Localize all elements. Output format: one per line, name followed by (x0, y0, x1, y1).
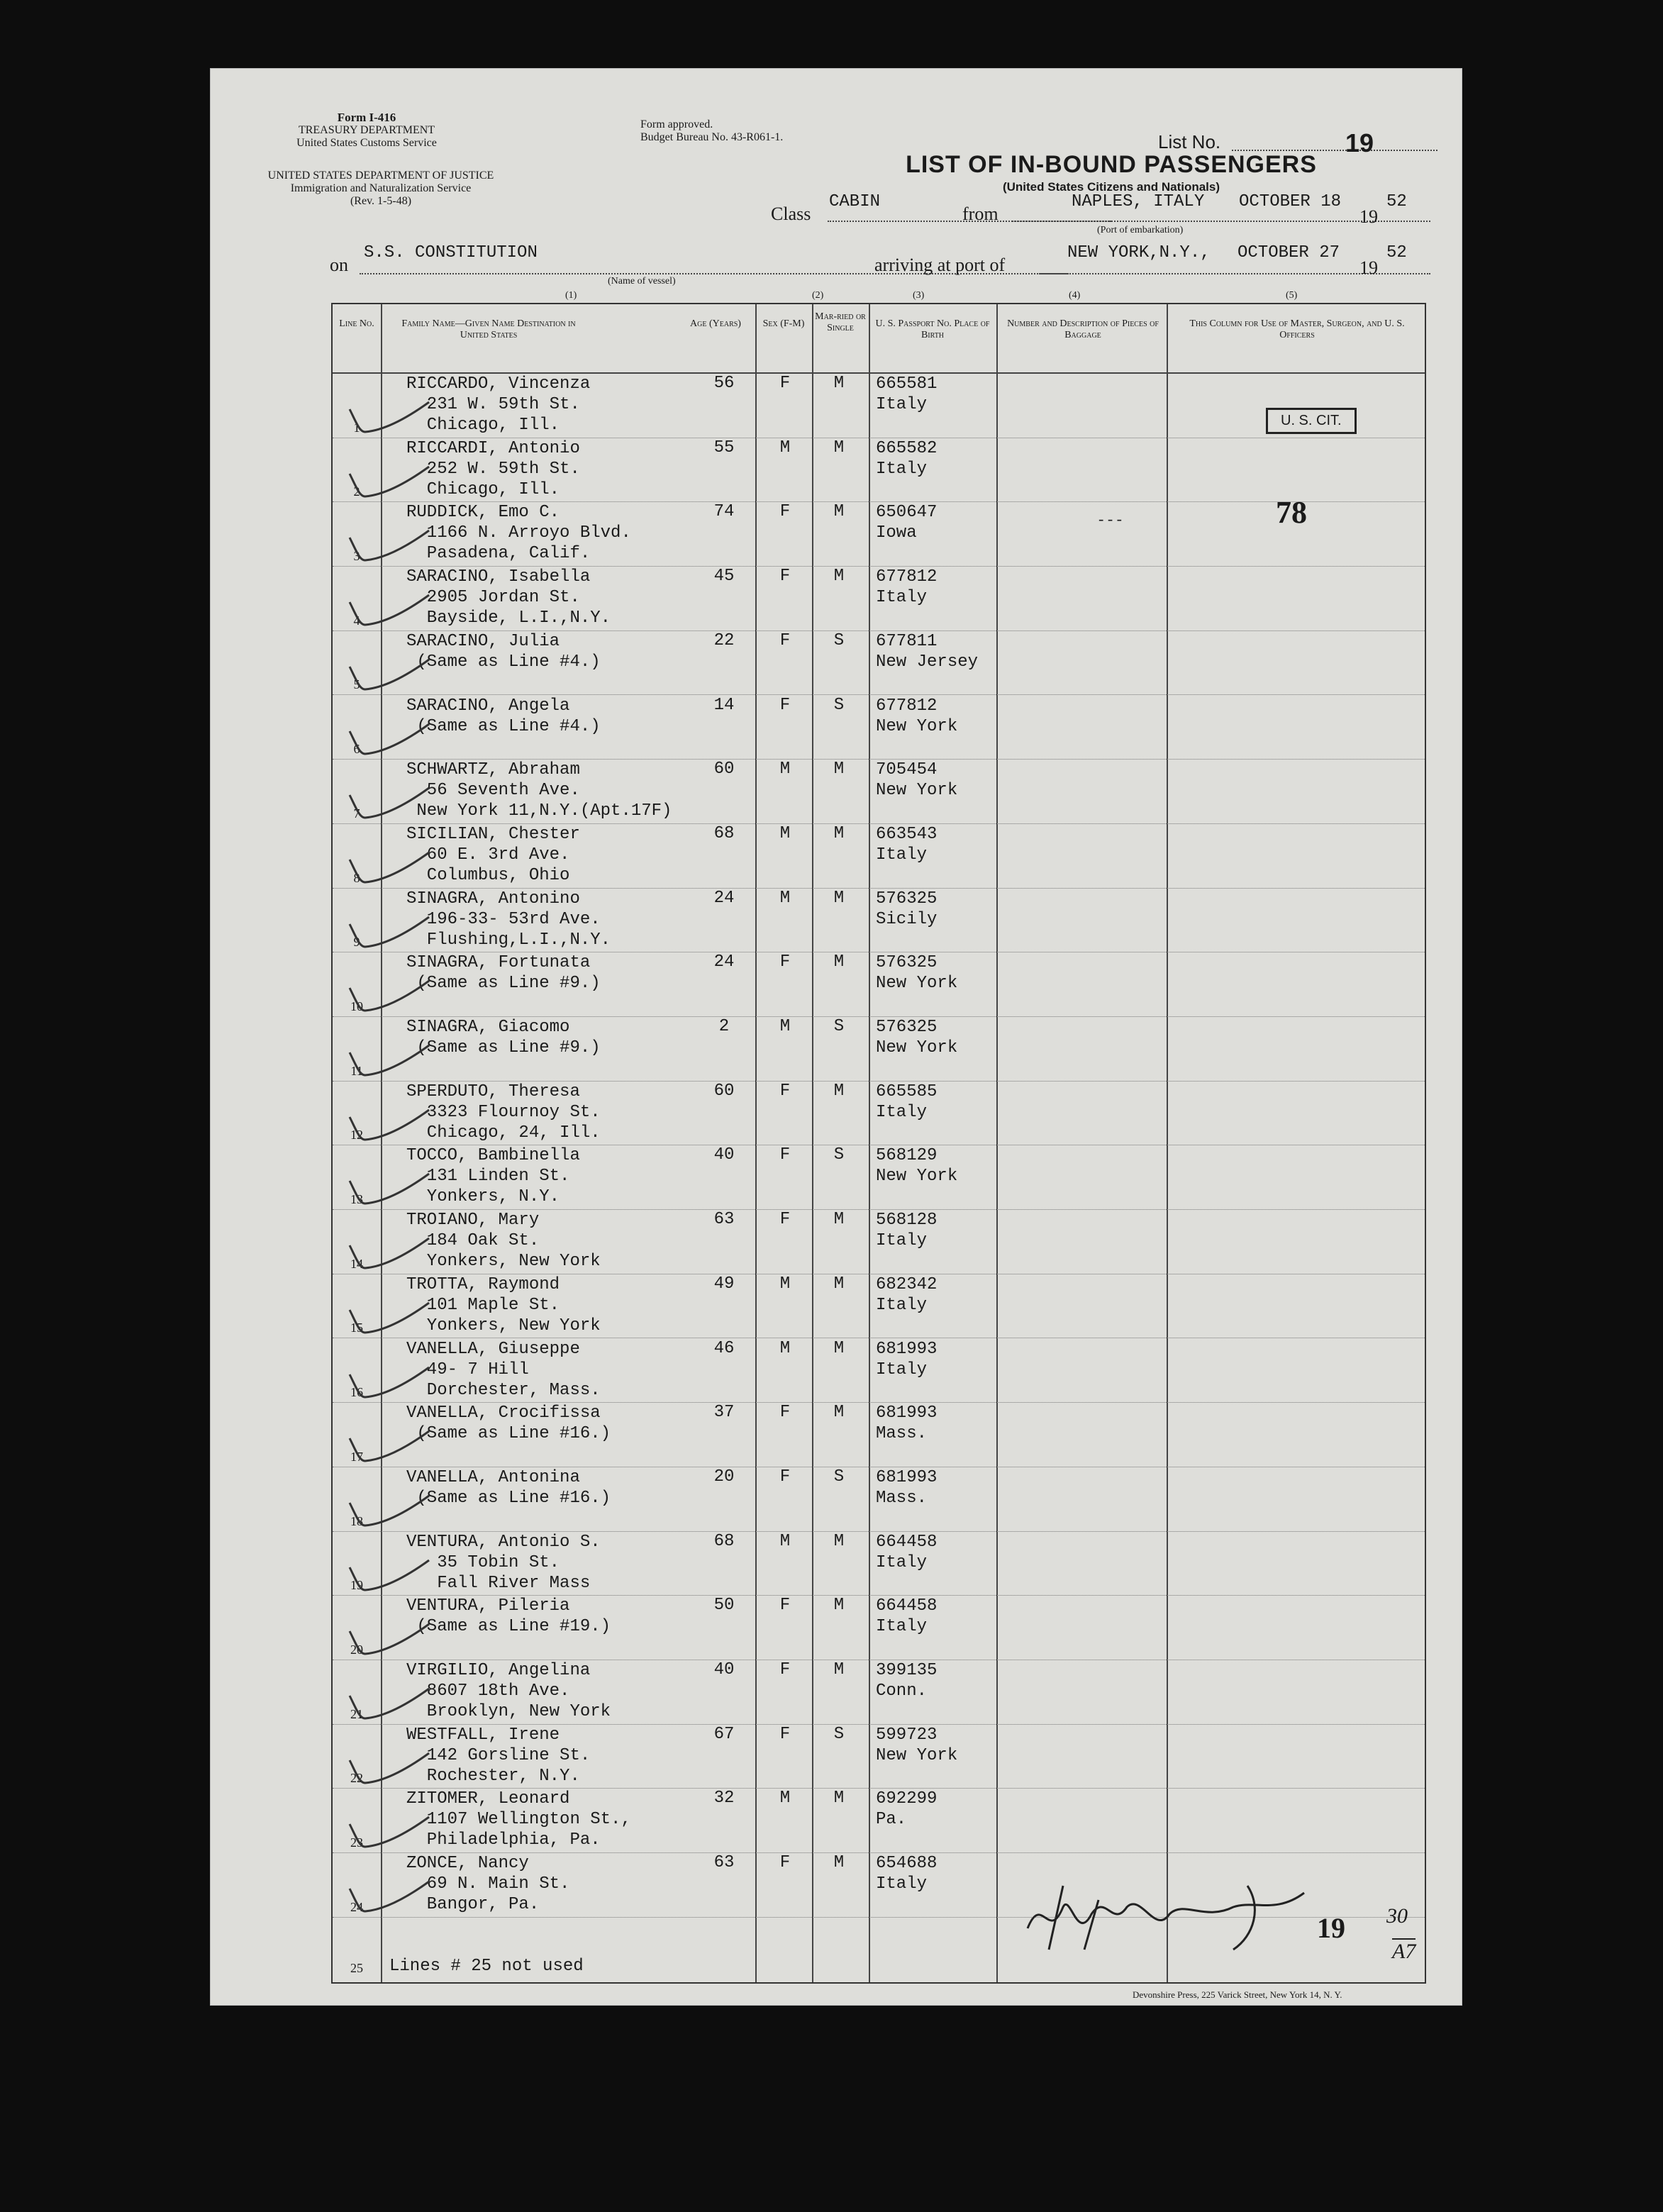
passenger-age: 24 (713, 952, 735, 972)
passport-birthplace: 568129 New York (876, 1146, 958, 1186)
col-number-1: (1) (565, 290, 577, 301)
handwritten-30: 30 (1386, 1904, 1408, 1928)
passport-birthplace: 664458 Italy (876, 1532, 938, 1572)
header-name: Family Name—Given Name Destination in United States (401, 318, 576, 340)
passenger-sex: F (779, 1596, 791, 1616)
table-row (333, 1210, 1425, 1274)
passenger-sex: M (779, 760, 791, 779)
table-row (333, 1467, 1425, 1532)
table-row (333, 760, 1425, 824)
header-baggage: Number and Description of Pieces of Baggage (1007, 318, 1159, 340)
table-row (333, 1596, 1425, 1660)
arrival-date: OCTOBER 27 (1237, 243, 1340, 262)
depart-year-prefix: 19 (1359, 206, 1378, 227)
passenger-name: RICCARDI, Antonio 252 W. 59th St. Chicago, Ill. (406, 438, 580, 499)
line-number: 15 (350, 1321, 363, 1335)
doj-name: UNITED STATES DEPARTMENT OF JUSTICE (267, 169, 494, 182)
passenger-name: WESTFALL, Irene 142 Gorsline St. Rochester, N.Y. (406, 1725, 591, 1786)
header-age: Age (Years) (690, 318, 741, 329)
approval-note (640, 118, 783, 144)
line-number: 25 (350, 1961, 363, 1975)
check-mark-icon (347, 1553, 432, 1596)
passenger-age: 68 (713, 1531, 735, 1551)
line-number: 3 (353, 549, 360, 564)
passenger-age: 55 (713, 438, 735, 457)
passenger-sex: F (779, 567, 791, 587)
form-approved: Form approved. (640, 118, 713, 130)
from-label: from (962, 204, 999, 224)
line-number: 4 (353, 613, 360, 628)
table-row (333, 1532, 1425, 1596)
check-mark-icon (347, 1296, 432, 1338)
marital-status: S (833, 1467, 845, 1486)
table-row (333, 1789, 1425, 1853)
passenger-age: 46 (713, 1338, 735, 1358)
check-mark-icon (347, 523, 432, 566)
passport-birthplace: 677812 Italy (876, 567, 938, 608)
passenger-name: SPERDUTO, Theresa 3323 Flournoy St. Chicago, 24, Ill. (406, 1082, 601, 1143)
passenger-age: 50 (713, 1596, 735, 1616)
passenger-name: VANELLA, Crocifissa (Same as Line #16.) (406, 1404, 611, 1444)
arrival-port: NEW YORK,N.Y., (1067, 243, 1211, 262)
marital-status: S (833, 630, 845, 650)
line-number: 23 (350, 1835, 363, 1850)
marital-status: M (833, 760, 845, 779)
passenger-name: SINAGRA, Antonino 196-33- 53rd Ave. Flushing,L.I.,N.Y. (406, 889, 611, 950)
line-number: 19 (350, 1578, 363, 1593)
passenger-name: SINAGRA, Giacomo (Same as Line #9.) (406, 1018, 601, 1057)
marital-status: M (833, 1081, 845, 1101)
passenger-name: TROIANO, Mary 184 Oak St. Yonkers, New York (406, 1211, 601, 1272)
passenger-age: 49 (713, 1274, 735, 1294)
check-mark-icon (347, 1167, 432, 1209)
marital-status: M (833, 1210, 845, 1230)
class-label: Class (771, 204, 811, 224)
col-number-3: (3) (913, 290, 925, 301)
passenger-sex: F (779, 695, 791, 715)
passenger-name: VENTURA, Pileria (Same as Line #19.) (406, 1596, 611, 1637)
passport-birthplace: 599723 New York (876, 1725, 958, 1765)
table-row (333, 1082, 1425, 1146)
line-number: 1 (353, 420, 360, 435)
passport-birthplace: 650647 Iowa (876, 503, 938, 543)
passenger-age: 74 (713, 502, 735, 522)
check-mark-icon (347, 1231, 432, 1274)
check-mark-icon (347, 1360, 432, 1403)
arrival-year-prefix: 19 (1359, 257, 1378, 278)
passenger-age: 56 (713, 374, 735, 393)
line-number: 16 (350, 1385, 363, 1400)
passenger-name: SARACINO, Julia (Same as Line #4.) (406, 631, 601, 672)
passport-birthplace: 681993 Mass. (876, 1467, 938, 1508)
passenger-sex: F (779, 374, 791, 393)
table-row (333, 889, 1425, 953)
table-row (333, 1403, 1425, 1467)
manifest-page (210, 68, 1462, 2006)
passenger-name: SCHWARTZ, Abraham 56 Seventh Ave. New York 11,N.Y.(Apt.17F) (406, 760, 672, 821)
passenger-table: Line No. Family Name—Given Name Destination in United States Age (Years) Sex (F-M) Mar-ried or Single U. S. Passport No. Place of Birth Number and Description of Pieces of Baggage This Column for Use of Master, Surgeon, and U. S. Officers 1 RICCARDO, Vincenza 231 W. 59th St. Chicago, Ill. 56 F M 665581 Italy 2 RICCARDI, Antonio 252 W. 59th St. Chicago, Ill. 55 M M 665582 Italy 3 RUDDICK, Emo C. 1166 N. Arroyo Blvd. Pasadena, Calif. 74 F M 650647 Iowa 4 SARACINO, Isabella 2905 Jordan St. Bayside, L.I.,N.Y. 45 F M 677812 Italy 5 SARACINO, Julia (Same as Line #4.) 22 F S 677811 New Jersey 6 SARACINO, Angela (Same as Line #4.) 14 F S 677812 New York 7 SCHWARTZ, Abraham 56 Seventh Ave. New York 11,N.Y.(Apt.17F) 60 M M 705454 New York 8 SICILIAN, Chester 60 E. 3rd Ave. Columbus, Ohio 68 M M 663543 Italy 9 SINAGRA, Antonino 196-33- 53rd Ave. Flushing,L.I.,N.Y. 24 M M 576325 Sicily 10 SINAGRA, Fortunata (Same as Line #9.) 24 F M 576325 New York 11 SINAGRA, Giacomo (Same as Line #9.) 2 M S 576325 New York 12 SPERDUTO, Theresa 3323 Flournoy St. Chicago, 24, Ill. 60 F M 665585 Italy 13 TOCCO, Bambinella 131 Linden St. Yonkers, N.Y. 40 F S 568129 New York 14 TROIANO, Mary 184 Oak St. Yonkers, New York 63 F M 568128 Italy 15 TROTTA, Raymond 101 Maple St. Yonkers, New York 49 M M 682342 Italy 16 VANELLA, Giuseppe 49- 7 Hill Dorchester, Mass. 46 M M 681993 Italy 17 VANELLA, Crocifissa (Same as Line #16.) 37 F M 681993 Mass. 18 VANELLA, Antonina (Same as Line #16.) 20 F S 681993 Mass. 19 VENTURA, Antonio S. 35 Tobin St. Fall River Mass 68 M M 664458 Italy 20 VENTURA, Pileria (Same as Line #19.) 50 F M 664458 Italy 21 VIRGILIO, Angelina 8607 18th Ave. Brooklyn, New York 40 F M 399135 Conn. 22 WESTFALL, Irene 142 Gorsline St. Rochester, N.Y. 67 F S 599723 New York 23 ZITOMER, Leonard 1107 Wellington St., Philadelphia, Pa. 32 M M 692299 Pa. 24 ZONCE, Nancy 69 N. Main St. Bangor, Pa. 63 F M 654688 Italy 25 Lines # 25 not used U. S. CIT. 78 - - - 19 30 A7 (331, 303, 1426, 1984)
marital-status: M (833, 502, 845, 522)
passenger-name: SARACINO, Isabella 2905 Jordan St. Bayside, L.I.,N.Y. (406, 567, 611, 628)
arriving-label: arriving at port of (874, 255, 1006, 275)
passenger-sex: M (779, 1531, 791, 1551)
col-number-5: (5) (1286, 290, 1298, 301)
depart-year: 52 (1386, 192, 1407, 211)
line-number: 10 (350, 999, 363, 1013)
handwritten-19: 19 (1317, 1912, 1345, 1944)
passport-birthplace: 576325 Sicily (876, 889, 938, 929)
line-number: 11 (350, 1063, 363, 1078)
document-title: LIST OF IN-BOUND PASSENGERS (906, 151, 1317, 178)
passenger-sex: F (779, 1210, 791, 1230)
passenger-sex: F (779, 630, 791, 650)
form-number: Form I-416 (337, 111, 396, 124)
passenger-age: 37 (713, 1403, 735, 1423)
table-row (333, 1145, 1425, 1210)
passenger-name: TROTTA, Raymond 101 Maple St. Yonkers, New York (406, 1274, 601, 1335)
passport-birthplace: 568128 Italy (876, 1211, 938, 1251)
check-mark-icon (347, 910, 432, 952)
passport-birthplace: 664458 Italy (876, 1596, 938, 1637)
passenger-name: VANELLA, Giuseppe 49- 7 Hill Dorchester, Mass. (406, 1339, 601, 1400)
check-mark-icon (347, 1424, 432, 1467)
table-row (333, 374, 1425, 438)
passport-birthplace: 576325 New York (876, 1018, 958, 1057)
passenger-name: RICCARDO, Vincenza 231 W. 59th St. Chicago, Ill. (406, 374, 591, 435)
marital-status: M (833, 1531, 845, 1551)
treasury-dept: TREASURY DEPARTMENT (298, 124, 435, 136)
header-passport: U. S. Passport No. Place of Birth (875, 318, 990, 340)
line-number: 22 (350, 1771, 363, 1786)
passport-birthplace: 654688 Italy (876, 1854, 938, 1894)
footer-note: Lines # 25 not used (389, 1957, 584, 1976)
check-mark-icon (347, 588, 432, 630)
passenger-name: RUDDICK, Emo C. 1166 N. Arroyo Blvd. Pasadena, Calif. (406, 503, 631, 564)
handwritten-a7: A7 (1392, 1940, 1416, 1963)
marital-status: S (833, 1017, 845, 1036)
header-line-no: Line No. (339, 318, 374, 329)
passenger-age: 45 (713, 567, 735, 587)
check-mark-icon (347, 395, 432, 438)
check-mark-icon (347, 1489, 432, 1531)
marital-status: M (833, 1789, 845, 1808)
budget-bureau: Budget Bureau No. 43-R061-1. (640, 131, 784, 143)
table-row (333, 1017, 1425, 1082)
check-mark-icon (347, 460, 432, 502)
citizen-stamp: U. S. CIT. (1266, 408, 1357, 434)
line-number: 20 (350, 1642, 363, 1657)
on-label: on (330, 255, 348, 275)
passenger-sex: M (779, 1274, 791, 1294)
passenger-age: 14 (713, 695, 735, 715)
marital-status: M (833, 1660, 845, 1679)
passenger-age: 2 (718, 1017, 730, 1036)
line-number: 21 (350, 1706, 363, 1721)
line-number: 24 (350, 1899, 363, 1914)
passenger-sex: M (779, 823, 791, 843)
arrival-year: 52 (1386, 243, 1407, 262)
revision: (Rev. 1-5-48) (350, 195, 412, 207)
passenger-sex: F (779, 1403, 791, 1423)
table-row (333, 438, 1425, 503)
vessel-note: (Name of vessel) (608, 276, 676, 287)
check-mark-icon (347, 1103, 432, 1145)
check-mark-icon (347, 1682, 432, 1724)
header-sex: Sex (F-M) (762, 318, 805, 329)
passenger-name: SARACINO, Angela (Same as Line #4.) (406, 696, 601, 736)
passenger-age: 67 (713, 1724, 735, 1744)
header-officers: This Column for Use of Master, Surgeon, and U. S. Officers (1189, 318, 1405, 340)
passenger-age: 63 (713, 1853, 735, 1873)
check-mark-icon (347, 974, 432, 1016)
table-row (333, 1274, 1425, 1339)
passenger-age: 60 (713, 1081, 735, 1101)
printer-imprint: Devonshire Press, 225 Varick Street, New York 14, N. Y. (1133, 1989, 1342, 2000)
form-header (211, 111, 523, 150)
line-number: 17 (350, 1449, 363, 1464)
marital-status: M (833, 567, 845, 587)
marital-status: M (833, 1853, 845, 1873)
marital-status: S (833, 1145, 845, 1165)
check-mark-icon (347, 781, 432, 823)
passenger-name: VENTURA, Antonio S. 35 Tobin St. Fall River Mass (406, 1532, 601, 1593)
marital-status: M (833, 438, 845, 457)
line-number: 18 (350, 1513, 363, 1528)
passenger-age: 24 (713, 888, 735, 908)
passport-birthplace: 665585 Italy (876, 1082, 938, 1122)
check-mark-icon (347, 1746, 432, 1789)
marital-status: M (833, 1403, 845, 1423)
col-number-2: (2) (812, 290, 824, 301)
table-row (333, 567, 1425, 631)
passenger-sex: M (779, 1017, 791, 1036)
marital-status: M (833, 1596, 845, 1616)
passenger-sex: F (779, 1660, 791, 1679)
table-row (333, 1725, 1425, 1789)
passenger-name: ZITOMER, Leonard 1107 Wellington St., Philadelphia, Pa. (406, 1789, 631, 1850)
passenger-age: 40 (713, 1145, 735, 1165)
marital-status: M (833, 1338, 845, 1358)
list-no-label: List No. (1158, 131, 1221, 152)
vessel-name: S.S. CONSTITUTION (364, 243, 538, 262)
line-number: 5 (353, 677, 360, 692)
line-number: 2 (353, 484, 360, 499)
check-mark-icon (347, 1617, 432, 1660)
check-mark-icon (347, 1874, 432, 1917)
check-mark-icon (347, 652, 432, 695)
class-value: CABIN (829, 192, 881, 211)
marital-status: S (833, 695, 845, 715)
line-number: 7 (353, 806, 360, 821)
passenger-age: 60 (713, 760, 735, 779)
passenger-name: VANELLA, Antonina (Same as Line #16.) (406, 1467, 611, 1508)
passport-birthplace: 682342 Italy (876, 1274, 938, 1315)
passenger-sex: F (779, 952, 791, 972)
col-number-4: (4) (1069, 290, 1081, 301)
passport-birthplace: 705454 New York (876, 760, 958, 801)
check-mark-icon (347, 1038, 432, 1081)
line-number: 6 (353, 742, 360, 757)
passenger-sex: F (779, 1724, 791, 1744)
passport-birthplace: 692299 Pa. (876, 1789, 938, 1830)
passport-birthplace: 576325 New York (876, 953, 958, 994)
line-number: 12 (350, 1128, 363, 1143)
passport-birthplace: 677812 New York (876, 696, 958, 736)
passenger-sex: M (779, 438, 791, 457)
ins-name: Immigration and Naturalization Service (290, 182, 472, 194)
passenger-sex: F (779, 502, 791, 522)
handwritten-78: 78 (1276, 495, 1307, 530)
passport-birthplace: 399135 Conn. (876, 1661, 938, 1701)
line-number: 14 (350, 1256, 363, 1271)
passport-birthplace: 681993 Mass. (876, 1404, 938, 1444)
table-row (333, 1339, 1425, 1404)
passenger-sex: M (779, 1789, 791, 1808)
passenger-sex: F (779, 1467, 791, 1486)
doj-header (196, 169, 565, 208)
passport-birthplace: 681993 Italy (876, 1339, 938, 1379)
table-row (333, 696, 1425, 760)
table-row (333, 502, 1425, 567)
passenger-age: 32 (713, 1789, 735, 1808)
passport-birthplace: 663543 Italy (876, 824, 938, 865)
table-row (333, 1660, 1425, 1725)
passenger-age: 68 (713, 823, 735, 843)
table-row (333, 952, 1425, 1017)
from-value: NAPLES, ITALY (1072, 192, 1205, 211)
line-number: 13 (350, 1192, 363, 1207)
passenger-sex: F (779, 1081, 791, 1101)
line-number: 9 (353, 935, 360, 950)
passenger-sex: M (779, 888, 791, 908)
check-mark-icon (347, 717, 432, 760)
table-row (333, 631, 1425, 696)
table-row (333, 824, 1425, 889)
marital-status: S (833, 1724, 845, 1744)
line-number: 8 (353, 870, 360, 885)
passenger-age: 63 (713, 1210, 735, 1230)
passport-birthplace: 665581 Italy (876, 374, 938, 414)
list-no-value: 19 (1345, 128, 1374, 157)
depart-date: OCTOBER 18 (1239, 192, 1342, 211)
marital-status: M (833, 1274, 845, 1294)
document-subtitle: (United States Citizens and Nationals) (1002, 180, 1220, 194)
passenger-age: 40 (713, 1660, 735, 1679)
header-married: Mar-ried or Single (815, 311, 866, 333)
customs-service: United States Customs Service (296, 137, 437, 149)
marital-status: M (833, 952, 845, 972)
passenger-name: SICILIAN, Chester 60 E. 3rd Ave. Columbus, Ohio (406, 824, 580, 885)
passenger-sex: M (779, 1338, 791, 1358)
passenger-sex: F (779, 1145, 791, 1165)
officer-signature (1020, 1879, 1318, 1957)
marital-status: M (833, 888, 845, 908)
marital-status: M (833, 374, 845, 393)
passenger-name: VIRGILIO, Angelina 8607 18th Ave. Brooklyn, New York (406, 1661, 611, 1721)
passenger-sex: F (779, 1853, 791, 1873)
passenger-age: 20 (713, 1467, 735, 1486)
marital-status: M (833, 823, 845, 843)
passenger-age: 22 (713, 630, 735, 650)
check-mark-icon (347, 1810, 432, 1852)
embarkation-note: (Port of embarkation) (1097, 225, 1184, 235)
passport-birthplace: 677811 New Jersey (876, 631, 979, 672)
passport-birthplace: 665582 Italy (876, 438, 938, 479)
passenger-name: ZONCE, Nancy 69 N. Main St. Bangor, Pa. (406, 1854, 570, 1915)
passenger-name: TOCCO, Bambinella 131 Linden St. Yonkers, N.Y. (406, 1146, 580, 1207)
check-mark-icon (347, 845, 432, 888)
passenger-name: SINAGRA, Fortunata (Same as Line #9.) (406, 953, 601, 994)
